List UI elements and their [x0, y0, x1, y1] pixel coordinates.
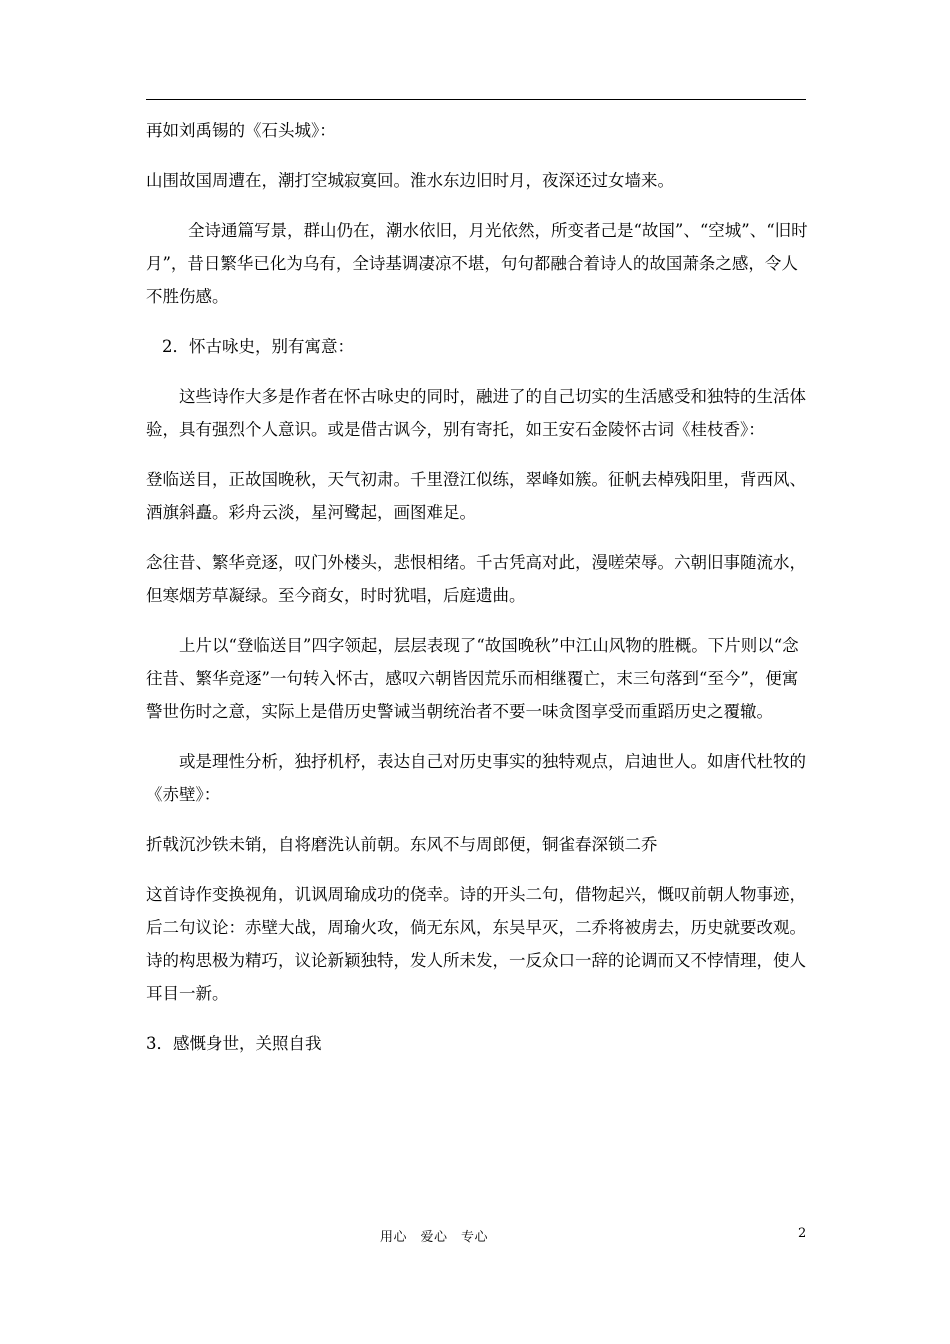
- poem-guizhixiang-part1: 登临送目，正故国晚秋，天气初肃。千里澄江似练，翠峰如簇。征帆去棹残阳里，背西风、酒旗斜矗。彩舟云淡，星河鹭起，画图难足。: [146, 470, 806, 522]
- footer-motto: 用心 爱心 专心: [380, 1230, 489, 1245]
- poem-chibi: 折戟沉沙铁未销，自将磨洗认前朝。东风不与周郎便，铜雀春深锁二乔: [146, 835, 658, 854]
- commentary-shitoucheng: 全诗通篇写景，群山仍在，潮水依旧，月光依然，所变者己是“故国”、“空城”、“旧时月”，昔日繁华已化为乌有，全诗基调凄凉不堪，句句都融合着诗人的故国萧条之感，令人不胜伤感。: [146, 221, 808, 306]
- document-body: [146, 114, 810, 1060]
- intro-line: 再如刘禹锡的《石头城》：: [146, 121, 336, 140]
- poem-shitoucheng: 山围故国周遭在，潮打空城寂寞回。淮水东边旧时月，夜深还过女墙来。: [146, 171, 674, 190]
- commentary-guizhixiang: 上片以“登临送目”四字领起，层层表现了“故国晚秋”中江山风物的胜概。下片则以“念往昔、繁华竞逐”一句转入怀古，感叹六朝皆因荒乐而相继覆亡，末三句落到“至今”，便寓警世伤时之意，实际上是借历史警诫当朝统治者不要一味贪图享受而重蹈历史之覆辙。: [146, 636, 799, 721]
- paragraph-chibi-intro: 或是理性分析，独抒机杼，表达自己对历史事实的独特观点，启迪世人。如唐代杜牧的《赤壁》：: [146, 752, 806, 804]
- poem-guizhixiang-part2: 念往昔、繁华竞逐，叹门外楼头，悲恨相绪。千古凭高对此，漫嗟荣辱。六朝旧事随流水，但寒烟芳草凝绿。至今商女，时时犹唱，后庭遗曲。: [146, 553, 806, 605]
- commentary-chibi: 这首诗作变换视角，讥讽周瑜成功的侥幸。诗的开头二句，借物起兴，慨叹前朝人物事迹，后二句议论：赤壁大战，周瑜火攻，倘无东风，东吴早灭，二乔将被虏去，历史就要改观。诗的构思极为精巧，议论新颖独特，发人所未发，一反众口一辞的论调而又不悖情理，使人耳目一新。: [146, 885, 806, 1003]
- page-number: 2: [798, 1226, 807, 1241]
- header-rule: [146, 99, 806, 100]
- paragraph-guizhixiang-intro: 这些诗作大多是作者在怀古咏史的同时，融进了的自己切实的生活感受和独特的生活体验，具有强烈个人意识。或是借古讽今，别有寄托，如王安石金陵怀古词《桂枝香》：: [146, 387, 806, 439]
- section-heading-3: 3．感慨身世，关照自我: [146, 1034, 322, 1053]
- section-heading-2: 2．怀古咏史，别有寓意：: [162, 337, 354, 356]
